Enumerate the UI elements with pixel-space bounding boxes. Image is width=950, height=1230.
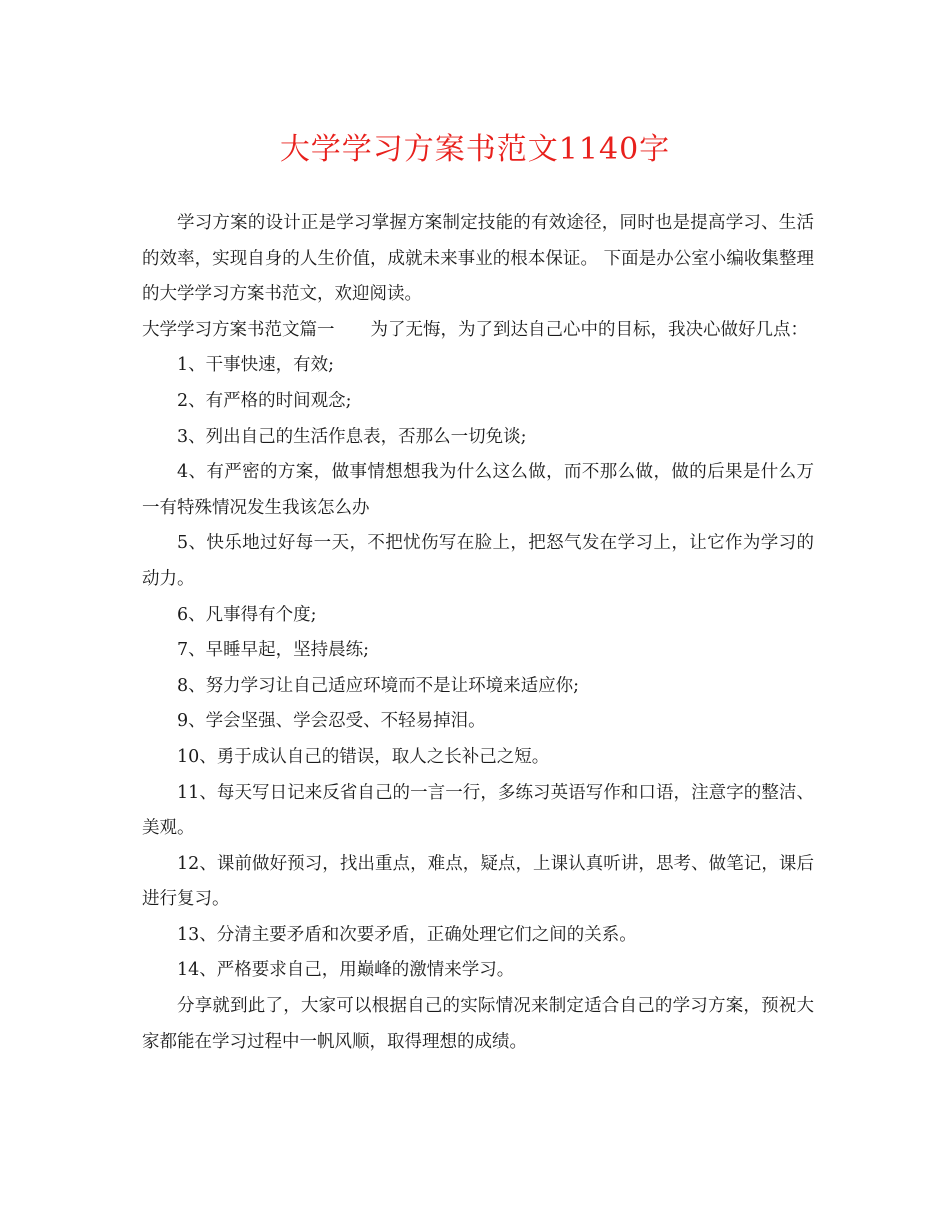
list-item: 7、早睡早起，坚持晨练; [177, 640, 370, 661]
list-item: 3、列出自己的生活作息表，否那么一切免谈; [177, 426, 527, 447]
list-item: 4、有严密的方案，做事情想想我为什么这么做，而不那么做，做的后果是什么万一有特殊情况发生我该怎么办 [142, 462, 814, 518]
list-item: 1、干事快速，有效; [177, 355, 335, 376]
list-item: 6、凡事得有个度; [177, 604, 317, 625]
list-item: 14、严格要求自己，用巅峰的激情来学习。 [177, 960, 515, 981]
section-heading: 大学学习方案书范文篇一 [142, 319, 335, 340]
list-item: 13、分清主要矛盾和次要矛盾，正确处理它们之间的关系。 [177, 924, 637, 945]
list-item: 11、每天写日记来反省自己的一言一行，多练习英语写作和口语，注意字的整洁、美观。 [142, 782, 814, 839]
list-item: 9、学会坚强、学会忍受、不轻易掉泪。 [177, 711, 486, 732]
section-paragraph [142, 313, 814, 349]
section-intro: 为了无悔，为了到达自己心中的目标，我决心做好几点： [370, 319, 808, 340]
document-title: 大学学习方案书范文1140字 [279, 132, 671, 167]
closing-paragraph: 分享就到此了，大家可以根据自己的实际情况来制定适合自己的学习方案，预祝大家都能在学习过程中一帆风顺，取得理想的成绩。 [142, 996, 814, 1052]
list-item: 12、课前做好预习，找出重点，难点，疑点，上课认真听讲，思考、做笔记，课后进行复习。 [142, 853, 814, 910]
list-item: 5、快乐地过好每一天，不把忧伤写在脸上，把怒气发在学习上，让它作为学习的动力。 [142, 533, 814, 589]
list-item: 8、努力学习让自己适应环境而不是让环境来适应你; [177, 675, 580, 696]
list-item: 2、有严格的时间观念; [177, 390, 352, 411]
list-item: 10、勇于成认自己的错误，取人之长补己之短。 [177, 746, 550, 767]
document-body [142, 206, 814, 1060]
intro-paragraph: 学习方案的设计正是学习掌握方案制定技能的有效途径，同时也是提高学习、生活的效率，实现自身的人生价值，成就未来事业的根本保证。 下面是办公室小编收集整理的大学学习方案书范文，欢迎阅读。 [142, 213, 814, 305]
